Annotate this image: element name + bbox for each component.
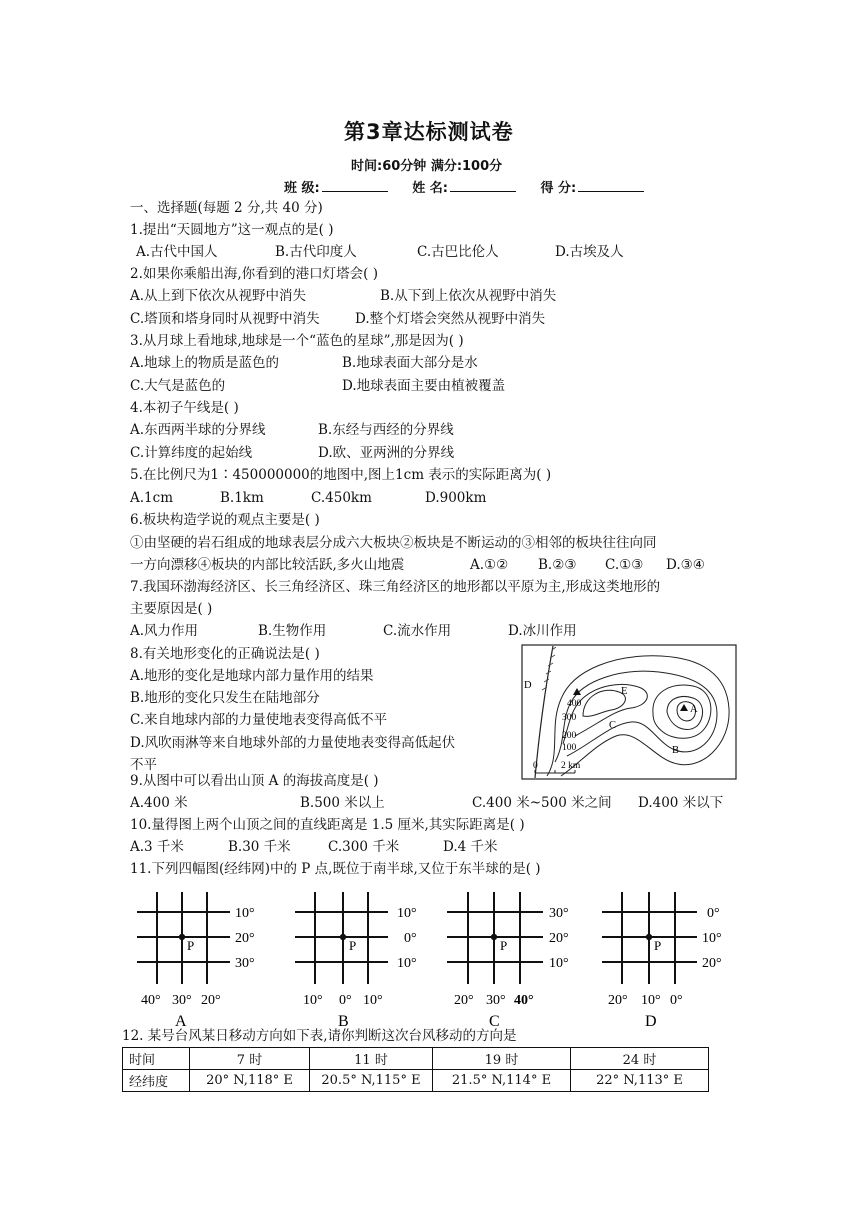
grid-a-lon-2: 30° — [172, 993, 192, 1008]
name-field[interactable] — [450, 179, 516, 192]
q6-statement-line2: 一方向漂移④板块的内部比较活跃,多火山地震 — [130, 557, 405, 573]
table-row — [123, 1070, 709, 1092]
q2-option-d[interactable]: D.整个灯塔会突然从视野中消失 — [355, 311, 546, 327]
q5-option-c[interactable]: C.450km — [311, 490, 372, 506]
q8-stem: 8.有关地形变化的正确说法是( ) — [130, 646, 320, 662]
grid-c-lat-2: 20° — [549, 931, 569, 946]
q1-stem: 1.提出“天圆地方”这一观点的是( ) — [130, 222, 334, 238]
q7-option-b[interactable]: B.生物作用 — [258, 623, 327, 639]
q10-option-d[interactable]: D.4 千米 — [443, 839, 498, 855]
grid-c-lat-1: 30° — [549, 906, 569, 921]
grid-c-lon-2: 30° — [486, 993, 506, 1008]
q11-stem: 11.下列四幅图(经纬网)中的 P 点,既位于南半球,又位于东半球的是( ) — [130, 861, 541, 877]
q7-stem: 7.我国环渤海经济区、长三角经济区、珠三角经济区的地形都以平原为主,形成这类地形的 — [130, 579, 661, 595]
grid-b-point-label: P — [349, 938, 357, 953]
score-label: 得 分: — [540, 181, 577, 196]
table-header-cell: 时间 — [123, 1048, 190, 1070]
q5-option-b[interactable]: B.1km — [220, 490, 264, 506]
exam-time-score: 时间:60分钟 满分:100分 — [351, 159, 503, 174]
q3-stem: 3.从月球上看地球,地球是一个“蓝色的星球”,那是因为( ) — [130, 333, 464, 349]
q2-option-c[interactable]: C.塔顶和塔身同时从视野中消失 — [130, 311, 320, 327]
q7-option-c[interactable]: C.流水作用 — [383, 623, 452, 639]
contour-label-300: 300 — [562, 713, 577, 723]
table-row-label: 经纬度 — [123, 1070, 190, 1092]
grid-c-lon-1: 20° — [454, 993, 474, 1008]
q12-stem: 12. 某号台风某日移动方向如下表,请你判断这次台风移动的方向是 — [122, 1028, 517, 1044]
grid-d-lon-2: 10° — [641, 993, 661, 1008]
q4-option-b[interactable]: B.东经与西经的分界线 — [318, 422, 454, 438]
q4-option-c[interactable]: C.计算纬度的起始线 — [130, 445, 253, 461]
q7-option-d[interactable]: D.冰川作用 — [508, 623, 577, 639]
grid-d-lat-1: 0° — [707, 906, 720, 921]
q6-statement-line1: ①由坚硬的岩石组成的地球表层分成六大板块②板块是不断运动的③相邻的板块往往向同 — [130, 535, 657, 551]
grid-d-lat-2: 10° — [702, 931, 722, 946]
grid-c-letter: C — [489, 1013, 500, 1030]
grid-a-point-label: P — [187, 938, 195, 953]
q2-option-a[interactable]: A.从上到下依次从视野中消失 — [130, 288, 307, 304]
q6-option-b[interactable]: B.②③ — [538, 557, 577, 573]
grid-b-letter: B — [338, 1013, 349, 1030]
table-cell: 20° N,118° E — [190, 1070, 310, 1092]
latlong-grid-c[interactable] — [443, 888, 593, 1034]
typhoon-table — [122, 1047, 709, 1092]
name-label: 姓 名: — [412, 181, 448, 196]
q3-option-a[interactable]: A.地球上的物质是蓝色的 — [130, 355, 280, 371]
scale-distance: 2 km — [561, 761, 581, 771]
grid-b-lon-1: 10° — [303, 993, 323, 1008]
grid-b-lon-2: 0° — [339, 993, 352, 1008]
q7-option-a[interactable]: A.风力作用 — [130, 623, 199, 639]
contour-label-100: 100 — [562, 743, 577, 753]
q10-option-a[interactable]: A.3 千米 — [130, 839, 184, 855]
scale-zero: 0 — [533, 761, 538, 771]
grid-a-lat-1: 10° — [235, 906, 255, 921]
grid-c-point-label: P — [500, 938, 508, 953]
grid-d-lon-1: 20° — [608, 993, 628, 1008]
q9-option-b[interactable]: B.500 米以上 — [300, 795, 385, 811]
q9-stem: 9.从图中可以看出山顶 A 的海拔高度是( ) — [130, 773, 379, 789]
grid-c-lat-3: 10° — [549, 956, 569, 971]
q8-option-a[interactable]: A.地形的变化是地球内部力量作用的结果 — [130, 668, 374, 684]
q6-option-c[interactable]: C.①③ — [605, 557, 644, 573]
point-p — [340, 934, 346, 940]
q7-stem-cont: 主要原因是( ) — [130, 601, 213, 617]
q8-option-d-cont: 不平 — [130, 757, 157, 773]
q2-option-b[interactable]: B.从下到上依次从视野中消失 — [380, 288, 557, 304]
point-p — [179, 934, 185, 940]
score-field[interactable] — [578, 179, 644, 192]
q4-option-a[interactable]: A.东西两半球的分界线 — [130, 422, 266, 438]
q2-stem: 2.如果你乘船出海,你看到的港口灯塔会( ) — [130, 266, 378, 282]
latlong-grid-b[interactable] — [291, 888, 441, 1034]
contour-label-200: 200 — [562, 731, 577, 741]
q3-option-b[interactable]: B.地球表面大部分是水 — [342, 355, 478, 371]
grid-b-lat-2: 0° — [404, 931, 417, 946]
class-label: 班 级: — [284, 181, 320, 196]
q3-option-d[interactable]: D.地球表面主要由植被覆盖 — [342, 378, 506, 394]
grid-b-lat-1: 10° — [397, 906, 417, 921]
q5-stem: 5.在比例尺为1∶450000000的地图中,图上1cm 表示的实际距离为( ) — [130, 467, 552, 483]
q4-stem: 4.本初子午线是( ) — [130, 400, 239, 416]
q9-option-a[interactable]: A.400 米 — [130, 795, 188, 811]
grid-b-lat-3: 10° — [397, 956, 417, 971]
grid-a-lon-3: 20° — [201, 993, 221, 1008]
grid-a-lat-3: 30° — [235, 956, 255, 971]
class-field[interactable] — [322, 179, 388, 192]
table-cell: 20.5° N,115° E — [310, 1070, 433, 1092]
point-p — [491, 934, 497, 940]
q10-option-b[interactable]: B.30 千米 — [228, 839, 291, 855]
grid-c-lon-3: 40° — [514, 993, 534, 1008]
q9-option-d[interactable]: D.400 米以下 — [638, 795, 724, 811]
table-header-cell: 7 时 — [190, 1048, 310, 1070]
label-a: A — [690, 704, 698, 715]
contour-map — [521, 644, 737, 780]
q1-option-c[interactable]: C.古巴比伦人 — [417, 244, 499, 260]
table-header-cell: 24 时 — [571, 1048, 709, 1070]
label-e: E — [621, 686, 628, 697]
table-cell: 21.5° N,114° E — [433, 1070, 571, 1092]
q1-option-b[interactable]: B.古代印度人 — [275, 244, 357, 260]
grid-a-letter: A — [175, 1013, 187, 1030]
q8-option-d[interactable]: D.风吹雨淋等来自地球外部的力量使地表变得高低起伏 — [130, 735, 456, 751]
q10-stem: 10.量得图上两个山顶之间的直线距离是 1.5 厘米,其实际距离是( ) — [130, 817, 525, 833]
point-p — [646, 934, 652, 940]
q1-option-d[interactable]: D.古埃及人 — [555, 244, 624, 260]
table-cell: 22° N,113° E — [571, 1070, 709, 1092]
page-title: 第3章达标测试卷 — [344, 120, 514, 144]
q8-option-b[interactable]: B.地形的变化只发生在陆地部分 — [130, 690, 320, 706]
q10-option-c[interactable]: C.300 千米 — [328, 839, 400, 855]
q9-option-c[interactable]: C.400 米~500 米之间 — [472, 795, 612, 811]
table-header-cell: 19 时 — [433, 1048, 571, 1070]
q4-option-d[interactable]: D.欧、亚两洲的分界线 — [318, 445, 455, 461]
q6-option-a[interactable]: A.①② — [470, 557, 509, 573]
label-d: D — [524, 680, 532, 691]
latlong-grid-a[interactable] — [130, 888, 280, 1034]
q3-option-c[interactable]: C.大气是蓝色的 — [130, 378, 226, 394]
grid-d-letter: D — [645, 1013, 657, 1030]
student-info-row — [284, 177, 644, 196]
grid-d-lat-3: 20° — [702, 956, 722, 971]
grid-b-lon-3: 10° — [363, 993, 383, 1008]
grid-a-lon-1: 40° — [141, 993, 161, 1008]
q8-option-c[interactable]: C.来自地球内部的力量使地表变得高低不平 — [130, 712, 388, 728]
table-header-cell: 11 时 — [310, 1048, 433, 1070]
q5-option-d[interactable]: D.900km — [425, 490, 487, 506]
label-c: C — [609, 720, 617, 731]
grid-d-point-label: P — [654, 938, 662, 953]
q6-option-d[interactable]: D.③④ — [666, 557, 705, 573]
section-heading: 一、选择题(每题 2 分,共 40 分) — [130, 200, 323, 216]
grid-a-lat-2: 20° — [235, 931, 255, 946]
q5-option-a[interactable]: A.1cm — [130, 490, 173, 506]
label-b: B — [672, 745, 680, 756]
table-header-row — [123, 1048, 709, 1070]
contour-label-400: 400 — [567, 699, 582, 709]
q1-option-a[interactable]: A.古代中国人 — [136, 244, 218, 260]
q6-stem: 6.板块构造学说的观点主要是( ) — [130, 512, 320, 528]
grid-d-lon-3: 0° — [670, 993, 683, 1008]
latlong-grid-d[interactable] — [598, 888, 748, 1034]
